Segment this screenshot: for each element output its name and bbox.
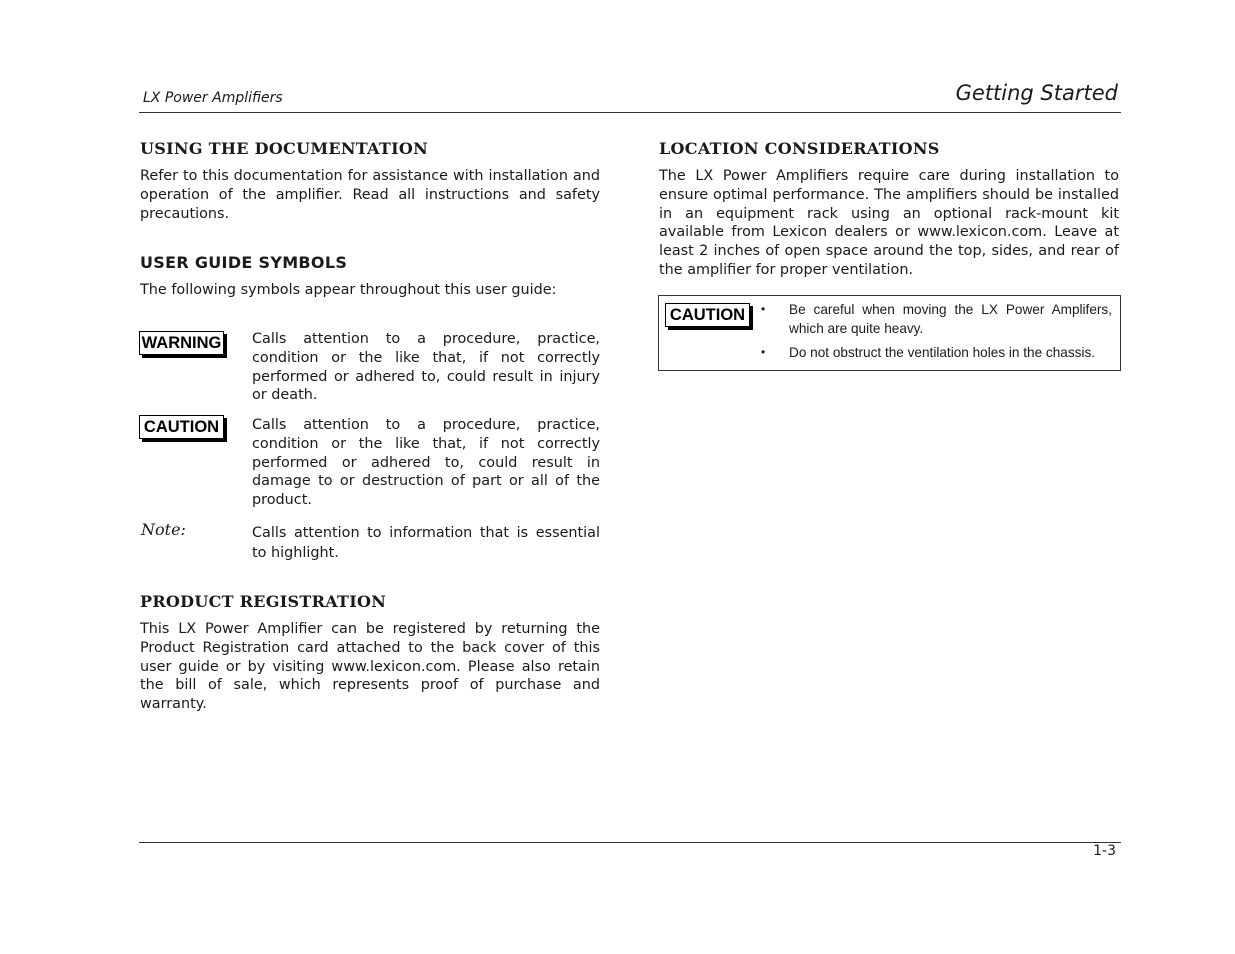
page-number: 1-3 [1093,843,1116,859]
note-label: Note: [141,520,186,539]
user-guide-symbols-heading: USER GUIDE SYMBOLS [140,253,348,272]
product-registration-heading: PRODUCT REGISTRATION [140,592,387,611]
section-title: Getting Started [955,81,1118,105]
caution-description: Calls attention to a procedure, practice, condition or the like that, if not correctly performed or adhered to, could result in damage to or destruction of part or all of the product. [252,417,600,509]
location-considerations-body: The LX Power Amplifiers require care during installation to ensure optimal performance. The amplifiers should be installed in an equipment rack using an optional rack-mount kit available from Lexicon dealers or www.lexicon.com. Leave at least 2 inches of open space around the top, sides, and rear of the amplifier for proper ventilation. [659,168,1119,278]
warning-description: Calls attention to a procedure, practice, condition or the like that, if not correctly performed or adhered to, could result in injury or death. [252,331,600,404]
footer-divider [139,842,1121,843]
caution-bullet-marker: • [761,302,766,316]
location-considerations-heading: LOCATION CONSIDERATIONS [659,139,940,158]
header-divider [139,112,1121,113]
note-description: Calls attention to information that is essential to highlight. [252,525,600,561]
using-documentation-heading: USING THE DOCUMENTATION [140,139,429,158]
symbols-intro: The following symbols appear throughout this user guide: [140,282,557,298]
caution-bullet-marker: • [761,345,766,359]
document-title: LX Power Amplifiers [143,90,283,106]
caution-bullet-2: Do not obstruct the ventilation holes in the chassis. [789,345,1096,360]
caution-bullet-1: Be careful when moving the LX Power Amplifers, which are quite heavy. [789,302,1112,336]
caution-badge: CAUTION [139,415,224,439]
caution-box-badge: CAUTION [665,303,750,327]
product-registration-body: This LX Power Amplifier can be registered by returning the Product Registration card attached to the back cover of this user guide or by visiting www.lexicon.com. Please also retain the bill of sale, which represents proof of purchase and warranty. [140,621,600,713]
using-documentation-body: Refer to this documentation for assistance with installation and operation of the amplifier. Read all instructions and safety precautions. [140,168,600,222]
warning-badge: WARNING [139,331,224,355]
